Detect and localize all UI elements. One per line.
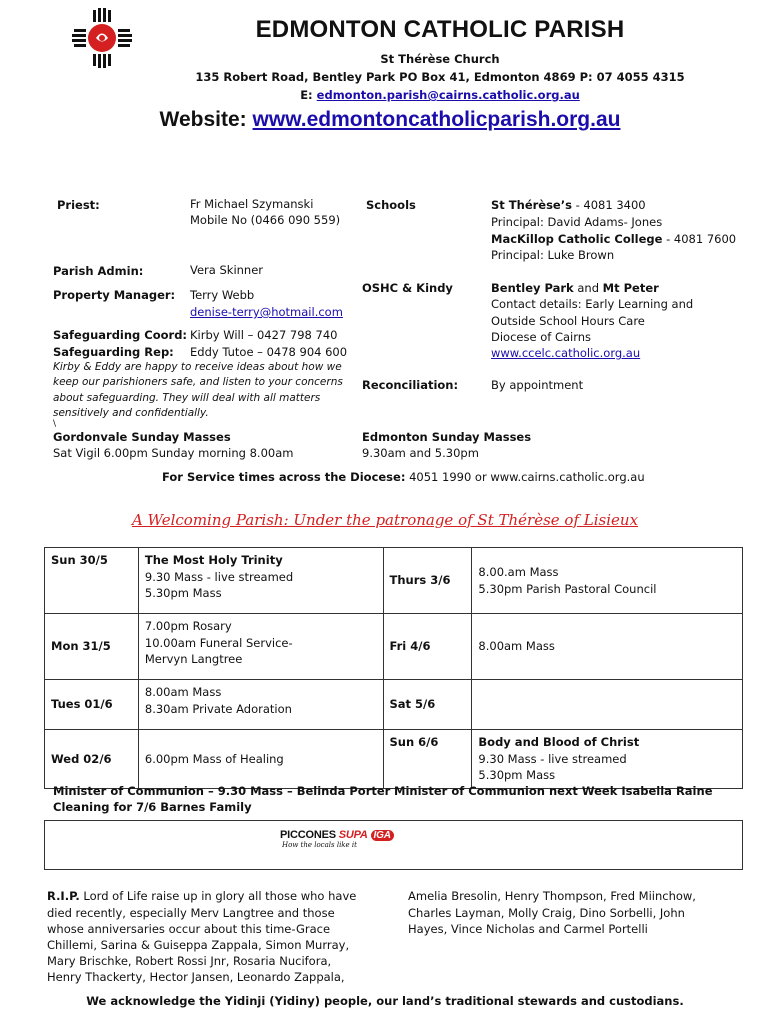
day-cell: Fri 4/6	[383, 614, 472, 680]
rip-text: Lord of Life raise up in glory all those who have	[79, 889, 357, 903]
safeguard-rep-label: Safeguarding Rep:	[53, 345, 174, 359]
oshc-mtpeter: Mt Peter	[602, 281, 659, 295]
day-cell: Wed 02/6	[45, 730, 139, 789]
priest-label: Priest:	[57, 198, 100, 212]
school2-name: MacKillop Catholic College	[491, 232, 663, 246]
church-name: St Thérèse Church	[380, 52, 500, 66]
table-row	[45, 680, 743, 730]
rip-line-1	[47, 888, 356, 905]
rip-right-1: Amelia Bresolin, Henry Thompson, Fred Miinchow,	[408, 889, 696, 903]
events-cell	[138, 680, 383, 730]
event-line: Mervyn Langtree	[144, 652, 243, 666]
parish-logo	[72, 8, 132, 68]
rip-label: R.I.P.	[47, 889, 80, 903]
event-title: The Most Holy Trinity	[144, 553, 283, 567]
day-cell: Tues 01/6	[45, 680, 139, 730]
event-line: 9.30 Mass - live streamed	[478, 751, 627, 766]
event-line: 5.30pm Mass	[144, 586, 222, 600]
reconciliation-value: By appointment	[491, 378, 584, 392]
event-line: 9.30 Mass - live streamed	[144, 569, 294, 584]
safeguard-note-1: Kirby & Eddy are happy to receive ideas about how we	[53, 361, 342, 373]
event-line: 8.00am Mass	[478, 639, 555, 654]
sponsor-supa: SUPA	[338, 829, 368, 841]
school1-phone: - 4081 3400	[571, 198, 646, 212]
events-cell	[472, 730, 743, 789]
safeguard-coord-label: Safeguarding Coord:	[53, 328, 188, 342]
diocese-label: For Service times across the Diocese:	[162, 470, 406, 484]
parish-title: EDMONTON CATHOLIC PARISH	[255, 16, 625, 43]
school1-line	[491, 197, 646, 214]
rip-line-3: whose anniversaries occur about this time-Grace	[47, 922, 331, 936]
sponsor-tagline: How the locals like it	[282, 841, 357, 849]
events-cell	[138, 614, 383, 680]
rip-right-2: Charles Layman, Molly Craig, Dino Sorbelli, John	[408, 906, 685, 920]
stray-char: \	[53, 419, 57, 429]
diocese-value: 4051 1990 or www.cairns.catholic.org.au	[405, 470, 645, 484]
oshc-and: and	[573, 281, 603, 295]
cleaning-roster: Cleaning for 7/6 Barnes Family	[53, 800, 252, 814]
safeguard-coord: Kirby Will – 0427 798 740	[190, 328, 338, 342]
website-label: Website:	[159, 108, 247, 131]
property-email[interactable]: denise-terry@hotmail.com	[190, 305, 343, 319]
oshc-bentley: Bentley Park	[491, 281, 574, 295]
events-cell	[472, 548, 743, 614]
admin-name: Vera Skinner	[190, 263, 264, 277]
email-label: E:	[300, 88, 317, 102]
event-line: 10.00am Funeral Service-	[144, 635, 293, 650]
priest-mobile: Mobile No (0466 090 559)	[190, 213, 341, 227]
rip-line-6: Henry Thackerty, Hector Jansen, Leonardo Zappala,	[47, 970, 345, 984]
day-cell: Sun 30/5	[45, 548, 139, 614]
event-title: Body and Blood of Christ	[478, 735, 640, 749]
email-line	[150, 88, 730, 102]
event-line: 5.30pm Parish Pastoral Council	[478, 581, 657, 596]
weekly-schedule-table	[44, 547, 743, 789]
oshc-label: OSHC & Kindy	[362, 281, 453, 295]
rip-line-2: died recently, especially Merv Langtree and those	[47, 906, 335, 920]
gordonvale-times: Sat Vigil 6.00pm Sunday morning 8.00am	[53, 446, 294, 460]
rip-line-4: Chillemi, Sarina & Guiseppa Zappala, Simon Murray,	[47, 938, 350, 952]
rip-line-5: Mary Brischke, Robert Rossi Jnr, Rosaria Nucifora,	[47, 954, 332, 968]
table-row	[45, 730, 743, 789]
schools-label: Schools	[366, 198, 416, 212]
event-line: 5.30pm Mass	[478, 768, 556, 782]
day-cell: Sat 5/6	[383, 680, 472, 730]
event-line: 8.00.am Mass	[478, 565, 559, 579]
property-label: Property Manager:	[53, 288, 176, 302]
event-line: 8.00am Mass	[144, 685, 222, 699]
day-cell: Sun 6/6	[383, 730, 472, 789]
reconciliation-label: Reconciliation:	[362, 378, 459, 392]
safeguard-rep: Eddy Tutoe – 0478 904 600	[190, 345, 348, 359]
safeguard-note-4: sensitively and confidentially.	[53, 407, 209, 419]
iga-badge: IGA	[371, 830, 394, 841]
event-line: 6.00pm Mass of Healing	[144, 751, 284, 766]
table-row	[45, 614, 743, 680]
admin-label: Parish Admin:	[53, 264, 144, 278]
property-name: Terry Webb	[190, 288, 255, 302]
event-line: 8.30am Private Adoration	[144, 701, 292, 716]
events-cell	[472, 680, 743, 730]
oshc-line1	[491, 280, 659, 297]
school2-principal: Principal: Luke Brown	[491, 248, 615, 262]
parish-address: 135 Robert Road, Bentley Park PO Box 41, Edmonton 4869 P: 07 4055 4315	[195, 70, 685, 84]
oshc-line3: Outside School Hours Care	[491, 314, 645, 328]
edmonton-times: 9.30am and 5.30pm	[362, 446, 479, 460]
oshc-line4: Diocese of Cairns	[491, 330, 592, 344]
communion-now: Minister of Communion – 9.30 Mass – Belinda Porter	[53, 784, 391, 798]
priest-name: Fr Michael Szymanski	[190, 197, 314, 211]
school1-principal: Principal: David Adams- Jones	[491, 215, 663, 229]
school1-name: St Thérèse’s	[491, 198, 572, 212]
email-link[interactable]: edmonton.parish@cairns.catholic.org.au	[316, 88, 580, 102]
school2-phone: - 4081 7600	[662, 232, 737, 246]
communion-next: Minister of Communion next Week Isabella Raine	[394, 784, 713, 798]
event-line: 7.00pm Rosary	[144, 619, 232, 633]
gordonvale-title: Gordonvale Sunday Masses	[53, 430, 231, 444]
oshc-line2: Contact details: Early Learning and	[491, 297, 694, 311]
edmonton-title: Edmonton Sunday Masses	[362, 430, 532, 444]
day-cell: Thurs 3/6	[383, 548, 472, 614]
events-cell	[138, 548, 383, 614]
welcome-heading: A Welcoming Parish: Under the patronage of St Thérèse of Lisieux	[131, 511, 639, 529]
acknowledgement-footer: We acknowledge the Yidinji (Yidiny) people, our land’s traditional stewards and custodians.	[86, 994, 684, 1008]
sponsor-name: PICCONES	[280, 829, 336, 841]
safeguard-note-2: keep our parishioners safe, and listen to your concerns	[53, 376, 343, 388]
website-line	[20, 108, 760, 132]
day-cell: Mon 31/5	[45, 614, 139, 680]
rip-right-3: Hayes, Vince Nicholas and Carmel Portelli	[408, 922, 648, 936]
piccones-iga-logo	[280, 829, 430, 859]
website-link[interactable]: www.edmontoncatholicparish.org.au	[252, 108, 621, 131]
ccelc-link[interactable]: www.ccelc.catholic.org.au	[491, 346, 641, 360]
safeguard-note-3: about safeguarding. They will deal with all matters	[53, 392, 321, 404]
diocese-line	[162, 469, 645, 486]
events-cell	[138, 730, 383, 789]
school2-line	[491, 231, 736, 248]
events-cell	[472, 614, 743, 680]
table-row	[45, 548, 743, 614]
